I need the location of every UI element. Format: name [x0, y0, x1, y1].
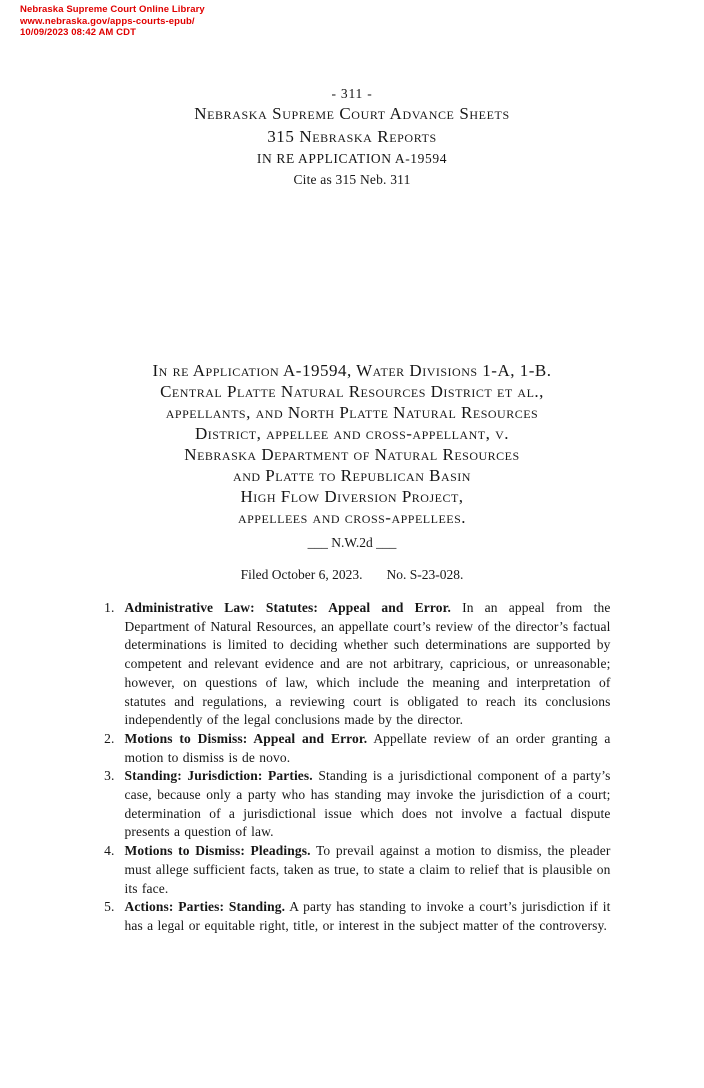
filed-line [94, 566, 611, 584]
caption-line: In re Application A-19594, Water Divisions 1-A, 1-B. [152, 361, 552, 380]
syllabus-list [94, 599, 611, 936]
syllabus-item-number: 1. [104, 600, 115, 615]
case-caption [94, 360, 611, 552]
syllabus-item-number: 4. [104, 843, 115, 859]
caption-line: appellees and cross-appellees. [237, 508, 467, 527]
caption-line: appellants, and North Platte Natural Resources [165, 403, 539, 422]
caption-line: Central Platte Natural Resources District et al., [160, 382, 544, 401]
stamp-timestamp: 10/09/2023 08:42 AM CDT [20, 27, 137, 38]
caption-line: District, appellee and cross-appellant, v. [194, 424, 510, 443]
syllabus-headnote: Standing: Jurisdiction: Parties. [124, 768, 313, 784]
caption-line: Nebraska Department of Natural Resources [184, 445, 520, 464]
header-citation: Cite as 315 Neb. 311 [293, 172, 411, 187]
header-application-number: IN RE APPLICATION A-19594 [256, 151, 448, 166]
syllabus-body: A party has standing to invoke a court’s jurisdiction if it has a legal or equitable right, title, or interest in the subject matter of the controversy. [124, 899, 611, 933]
syllabus-headnote: Motions to Dismiss: Pleadings. [124, 843, 311, 859]
text-column [94, 0, 611, 936]
syllabus-item-number: 2. [104, 730, 115, 746]
reporter-citation-blank: ___ N.W.2d ___ [307, 535, 397, 550]
syllabus-item-4 [94, 842, 611, 898]
syllabus-headnote: Actions: Parties: Standing. [124, 899, 286, 915]
syllabus-body: Standing is a jurisdictional component of a party’s case, because only a party who has standing may invoke the jurisdiction of a court; determination of a jurisdictional issue which does not involve a factual dispute presents a question of law. [124, 768, 611, 840]
stamp-url: www.nebraska.gov/apps-courts-epub/ [20, 15, 195, 27]
syllabus-item-2 [94, 730, 611, 767]
syllabus-body: Appellate review of an order granting a motion to dismiss is de novo. [124, 730, 611, 765]
syllabus-headnote: Motions to Dismiss: Appeal and Error. [124, 730, 368, 746]
syllabus-body: In an appeal from the Department of Natural Resources, an appellate court’s review of the director’s factual determinations is limited to deciding whether such determinations are supported by competent and relevant evidence and are not arbitrary, capricious, or unreasonable; however, on questions of law, which include the meaning and interpretation of statutes and regulations, a reviewing court is obligated to reach its conclusions independently of the legal conclusions made by the director. [124, 600, 611, 728]
syllabus-body: To prevail against a motion to dismiss, the pleader must allege sufficient facts, taken as true, to state a claim to relief that is plausible on its face. [124, 843, 611, 896]
header-advance-sheets: Nebraska Supreme Court Advance Sheets [194, 104, 510, 123]
filed-date: Filed October 6, 2023. [240, 567, 363, 582]
syllabus-item-1 [94, 599, 611, 730]
syllabus-item-3 [94, 767, 611, 842]
syllabus-item-text [125, 898, 611, 935]
stamp-library-name: Nebraska Supreme Court Online Library [20, 4, 205, 15]
header-reports-volume: 315 Nebraska Reports [267, 127, 437, 146]
library-stamp [20, 4, 205, 39]
docket-number: No. S-23-028. [386, 567, 464, 582]
syllabus-item-text [125, 599, 611, 730]
syllabus-item-text [125, 767, 611, 842]
caption-line: High Flow Diversion Project, [240, 487, 464, 506]
syllabus-item-text [125, 730, 611, 767]
page-number: - 311 - [331, 86, 373, 101]
syllabus-item-text [125, 842, 611, 898]
syllabus-item-5 [94, 898, 611, 935]
syllabus-item-number: 3. [104, 768, 115, 784]
caption-line: and Platte to Republican Basin [233, 466, 471, 485]
syllabus-headnote: Administrative Law: Statutes: Appeal and Error. [124, 600, 451, 615]
syllabus-item-number: 5. [104, 899, 115, 915]
